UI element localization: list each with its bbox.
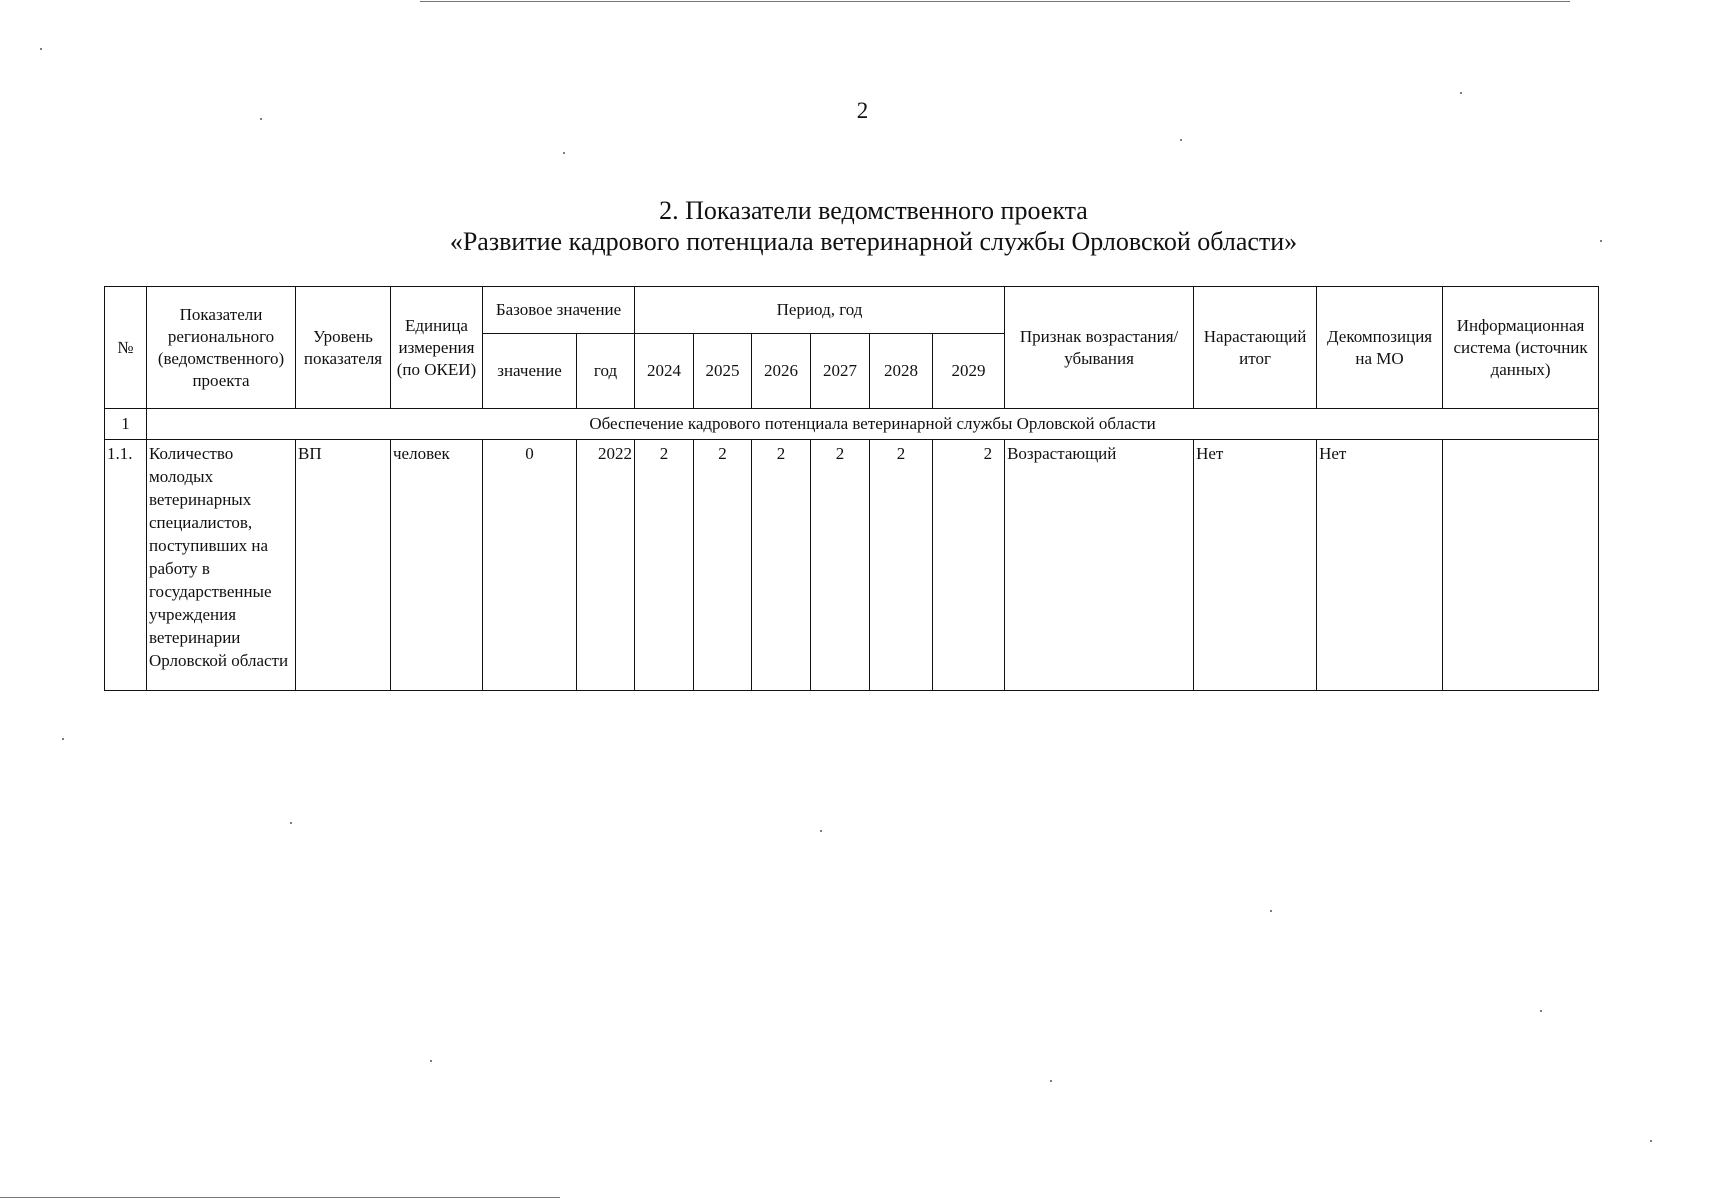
scan-speck (430, 1060, 432, 1062)
cell-value-2026: 2 (752, 440, 811, 691)
scan-speck (563, 152, 565, 154)
header-base-year: год (577, 334, 635, 409)
cell-value-2025: 2 (694, 440, 752, 691)
scan-speck (1050, 1080, 1052, 1082)
cell-value-2029: 2 (933, 440, 1005, 691)
scan-speck (1180, 139, 1182, 141)
cell-indicator: Количество молодых ветеринарных специалистов, поступивших на работу в государственные учреждения ветеринарии Орловской области (147, 440, 296, 691)
scan-speck (1540, 1010, 1542, 1012)
cell-trend: Возрастающий (1005, 440, 1194, 691)
cell-value-2027: 2 (811, 440, 870, 691)
cell-number: 1.1. (105, 440, 147, 691)
header-number: № (105, 287, 147, 409)
cell-base-year: 2022 (577, 440, 635, 691)
table-header-row (105, 287, 1599, 334)
cell-decomposition: Нет (1317, 440, 1443, 691)
header-year-2029: 2029 (933, 334, 1005, 409)
cell-cumulative: Нет (1194, 440, 1317, 691)
header-info-system: Информационная система (источник данных) (1443, 287, 1599, 409)
cell-info-system (1443, 440, 1599, 691)
header-year-2025: 2025 (694, 334, 752, 409)
indicators-table (104, 286, 1599, 691)
scan-edge-top (420, 1, 1570, 2)
cell-level: ВП (296, 440, 391, 691)
header-indicator: Показатели регионального (ведомственного) проекта (147, 287, 296, 409)
scan-speck (1270, 910, 1272, 912)
header-year-2024: 2024 (635, 334, 694, 409)
document-title-line-2: «Развитие кадрового потенциала ветеринарной службы Орловской области» (449, 227, 1298, 256)
cell-value-2028: 2 (870, 440, 933, 691)
section-title: Обеспечение кадрового потенциала ветеринарной службы Орловской области (147, 409, 1599, 440)
scan-speck (40, 48, 42, 50)
header-cumulative: Нарастающий итог (1194, 287, 1317, 409)
header-year-2027: 2027 (811, 334, 870, 409)
document-title-line-1: 2. Показатели ведомственного проекта (659, 196, 1088, 225)
header-decomposition: Декомпозиция на МО (1317, 287, 1443, 409)
scan-speck (1460, 92, 1462, 94)
scan-speck (62, 738, 64, 740)
table-row (105, 440, 1599, 691)
header-trend: Признак возрастания/убывания (1005, 287, 1194, 409)
scan-edge-bottom (0, 1197, 560, 1198)
page-number: 2 (856, 98, 869, 123)
scan-speck (1650, 1140, 1652, 1142)
header-year-2028: 2028 (870, 334, 933, 409)
header-year-2026: 2026 (752, 334, 811, 409)
header-level: Уровень показателя (296, 287, 391, 409)
section-row (105, 409, 1599, 440)
header-base-value-group: Базовое значение (483, 287, 635, 334)
header-base-value: значение (483, 334, 577, 409)
header-period-group: Период, год (635, 287, 1005, 334)
section-number: 1 (105, 409, 147, 440)
scan-speck (820, 830, 822, 832)
cell-base-value: 0 (483, 440, 577, 691)
scan-speck (290, 822, 292, 824)
cell-unit: человек (391, 440, 483, 691)
header-unit: Единица измерения (по ОКЕИ) (391, 287, 483, 409)
cell-value-2024: 2 (635, 440, 694, 691)
